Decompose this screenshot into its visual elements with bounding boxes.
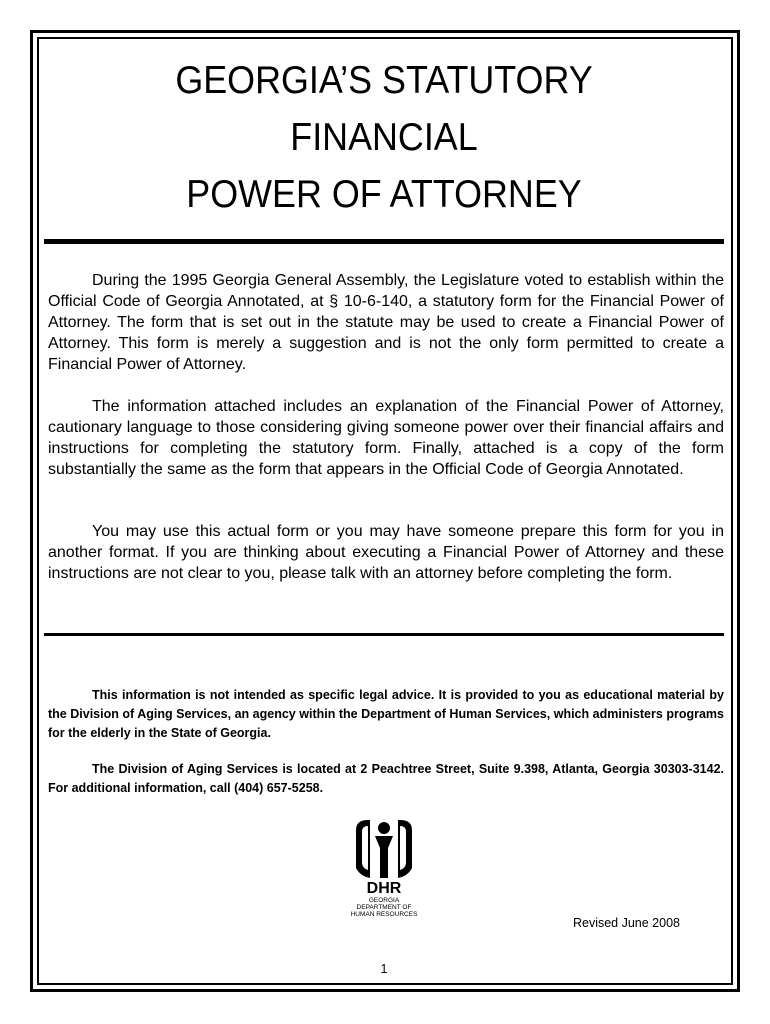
revision-date: Revised June 2008 <box>572 916 680 930</box>
dhr-logo <box>342 818 426 922</box>
legal-notice <box>48 686 724 743</box>
title-divider <box>44 239 724 244</box>
intro-paragraph-1 <box>48 270 724 375</box>
notice-text: This information is not intended as specific legal advice. It is provided to you as educational material by the Division of Aging Services, an agency within the Department of Human Services, which administers programs for the elderly in the State of Georgia. <box>48 688 724 740</box>
logo-abbr: DHR <box>366 880 402 897</box>
contact-notice <box>48 760 724 798</box>
section-divider <box>44 633 724 636</box>
title-line-2: FINANCIAL <box>290 116 478 159</box>
title-line-1: GEORGIA’S STATUTORY <box>175 59 593 102</box>
notice-text: The Division of Aging Services is located at 2 Peachtree Street, Suite 9.398, Atlanta, Georgia 30303-3142. For additional information, call (404) 657-5258. <box>48 762 724 795</box>
document-title <box>71 52 697 223</box>
paragraph-text: The information attached includes an explanation of the Financial Power of Attorney, cautionary language to those considering giving someone power over their financial affairs and instructions for completing the statutory form. Finally, attached is a copy of the form substantially the same as the form that appears in the Official Code of Georgia Annotated. <box>48 398 724 478</box>
logo-line-2: DEPARTMENT OF <box>356 904 412 911</box>
logo-line-1: GEORGIA <box>368 897 400 904</box>
paragraph-text: You may use this actual form or you may have someone prepare this form for you in another format. If you are thinking about executing a Financial Power of Attorney and these instructions are not clear to you, please talk with an attorney before completing the form. <box>48 523 724 582</box>
logo-emblem-head <box>378 822 390 834</box>
page-number: 1 <box>380 962 388 976</box>
intro-paragraph-3 <box>48 521 724 584</box>
paragraph-text: During the 1995 Georgia General Assembly, the Legislature voted to establish within the Official Code of Georgia Annotated, at § 10-6-140, a statutory form for the Financial Power of Attorney. The form that is set out in the statute may be used to create a Financial Power of Attorney. This form is merely a suggestion and is not the only form permitted to create a Financial Power of Attorney. <box>48 272 724 373</box>
logo-emblem-body <box>375 836 393 878</box>
title-line-3: POWER OF ATTORNEY <box>186 173 582 216</box>
intro-paragraph-2 <box>48 396 724 480</box>
logo-line-3: HUMAN RESOURCES <box>350 911 418 918</box>
